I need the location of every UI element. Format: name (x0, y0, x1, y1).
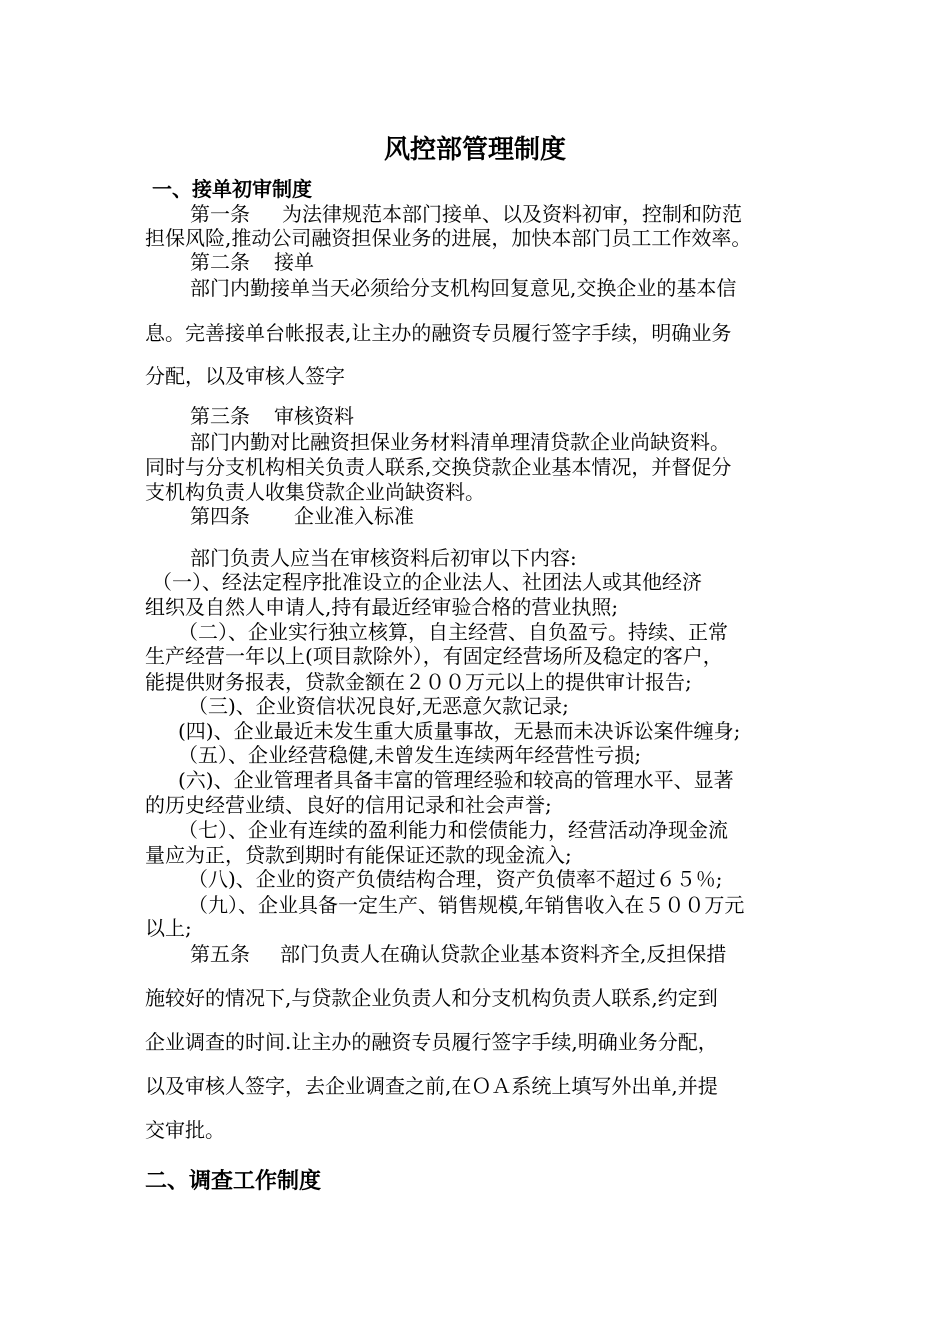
article2-label: 第二条 (190, 250, 250, 274)
item9-line2: 以上; (145, 916, 192, 940)
article1-text: 为法律规范本部门接单、以及资料初审，控制和防范 (282, 202, 742, 226)
article1-first-line (190, 202, 742, 226)
section2-heading: 二、调查工作制度 (145, 1169, 322, 1194)
article3-line2: 同时与分支机构相关负责人联系,交换贷款企业基本情况，并督促分 (145, 455, 732, 479)
item1-line2: 组织及自然人申请人,持有最近经审验合格的营业执照; (145, 595, 619, 619)
article1-label: 第一条 (190, 202, 250, 226)
article1-line2: 担保风险,推动公司融资担保业务的进展，加快本部门员工工作效率。 (145, 226, 752, 250)
article3-line3: 支机构负责人收集贷款企业尚缺资料。 (145, 480, 485, 504)
article5-line4: 以及审核人签字，去企业调查之前,在ＯＡ系统上填写外出单,并提 (145, 1074, 718, 1098)
article4-title: 企业准入标准 (294, 504, 414, 528)
item2-line3: 能提供财务报表，贷款金额在２００万元以上的提供审计报告; (145, 670, 692, 694)
item9-line1: （九）、企业具备一定生产、销售规模,年销售收入在５００万元 (188, 893, 745, 917)
article4-heading (190, 504, 414, 528)
article5-line2: 施较好的情况下,与贷款企业负责人和分支机构负责人联系,约定到 (145, 986, 718, 1010)
item7-line1: （七）、企业有连续的盈利能力和偿债能力，经营活动净现金流 (178, 818, 728, 842)
item2-line2: 生产经营一年以上(项目款除外），有固定经营场所及稳定的客户， (145, 644, 723, 668)
item5: （五）、企业经营稳健,未曾发生连续两年经营性亏损; (178, 743, 642, 767)
item1-line1: （一）、经法定程序批准设立的企业法人、社团法人或其他经济 (152, 570, 702, 594)
article3-heading (190, 404, 354, 428)
article4-intro: 部门负责人应当在审核资料后初审以下内容: (190, 546, 577, 570)
article5-first-line (190, 942, 726, 966)
item6-line2: 的历史经营业绩、良好的信用记录和社会声誉; (145, 793, 552, 817)
article5-line5: 交审批。 (145, 1118, 225, 1142)
article4-label: 第四条 (190, 504, 250, 528)
article3-title: 审核资料 (274, 404, 354, 428)
article2-heading (190, 250, 314, 274)
item2-line1: （二）、企业实行独立核算，自主经营、自负盈亏。持续、正常 (178, 620, 728, 644)
article5-text: 部门负责人在确认贷款企业基本资料齐全,反担保措 (280, 942, 727, 966)
item4: (四)、企业最近未发生重大质量事故，无悬而未决诉讼案件缠身; (178, 719, 741, 743)
item6-line1: (六)、企业管理者具备丰富的管理经验和较高的管理水平、显著 (178, 768, 734, 792)
article3-label: 第三条 (190, 404, 250, 428)
item7-line2: 量应为正，贷款到期时有能保证还款的现金流入; (145, 843, 572, 867)
item8: （八)、企业的资产负债结构合理，资产负债率不超过６５％; (188, 867, 723, 891)
article2-line3: 分配，以及审核人签字 (145, 364, 345, 388)
article5-line3: 企业调查的时间.让主办的融资专员履行签字手续,明确业务分配， (145, 1030, 718, 1054)
article2-line2: 息。完善接单台帐报表,让主办的融资专员履行签字手续，明确业务 (145, 321, 732, 345)
document-title: 风控部管理制度 (383, 135, 566, 165)
item3: （三)、企业资信状况良好,无恶意欠款记录; (188, 694, 569, 718)
article2-title: 接单 (274, 250, 314, 274)
article5-label: 第五条 (190, 942, 250, 966)
article3-line1: 部门内勤对比融资担保业务材料清单理清贷款企业尚缺资料。 (190, 430, 730, 454)
article2-line1: 部门内勤接单当天必须给分支机构回复意见,交换企业的基本信 (190, 276, 737, 300)
section1-heading: 一、接单初审制度 (152, 177, 312, 201)
